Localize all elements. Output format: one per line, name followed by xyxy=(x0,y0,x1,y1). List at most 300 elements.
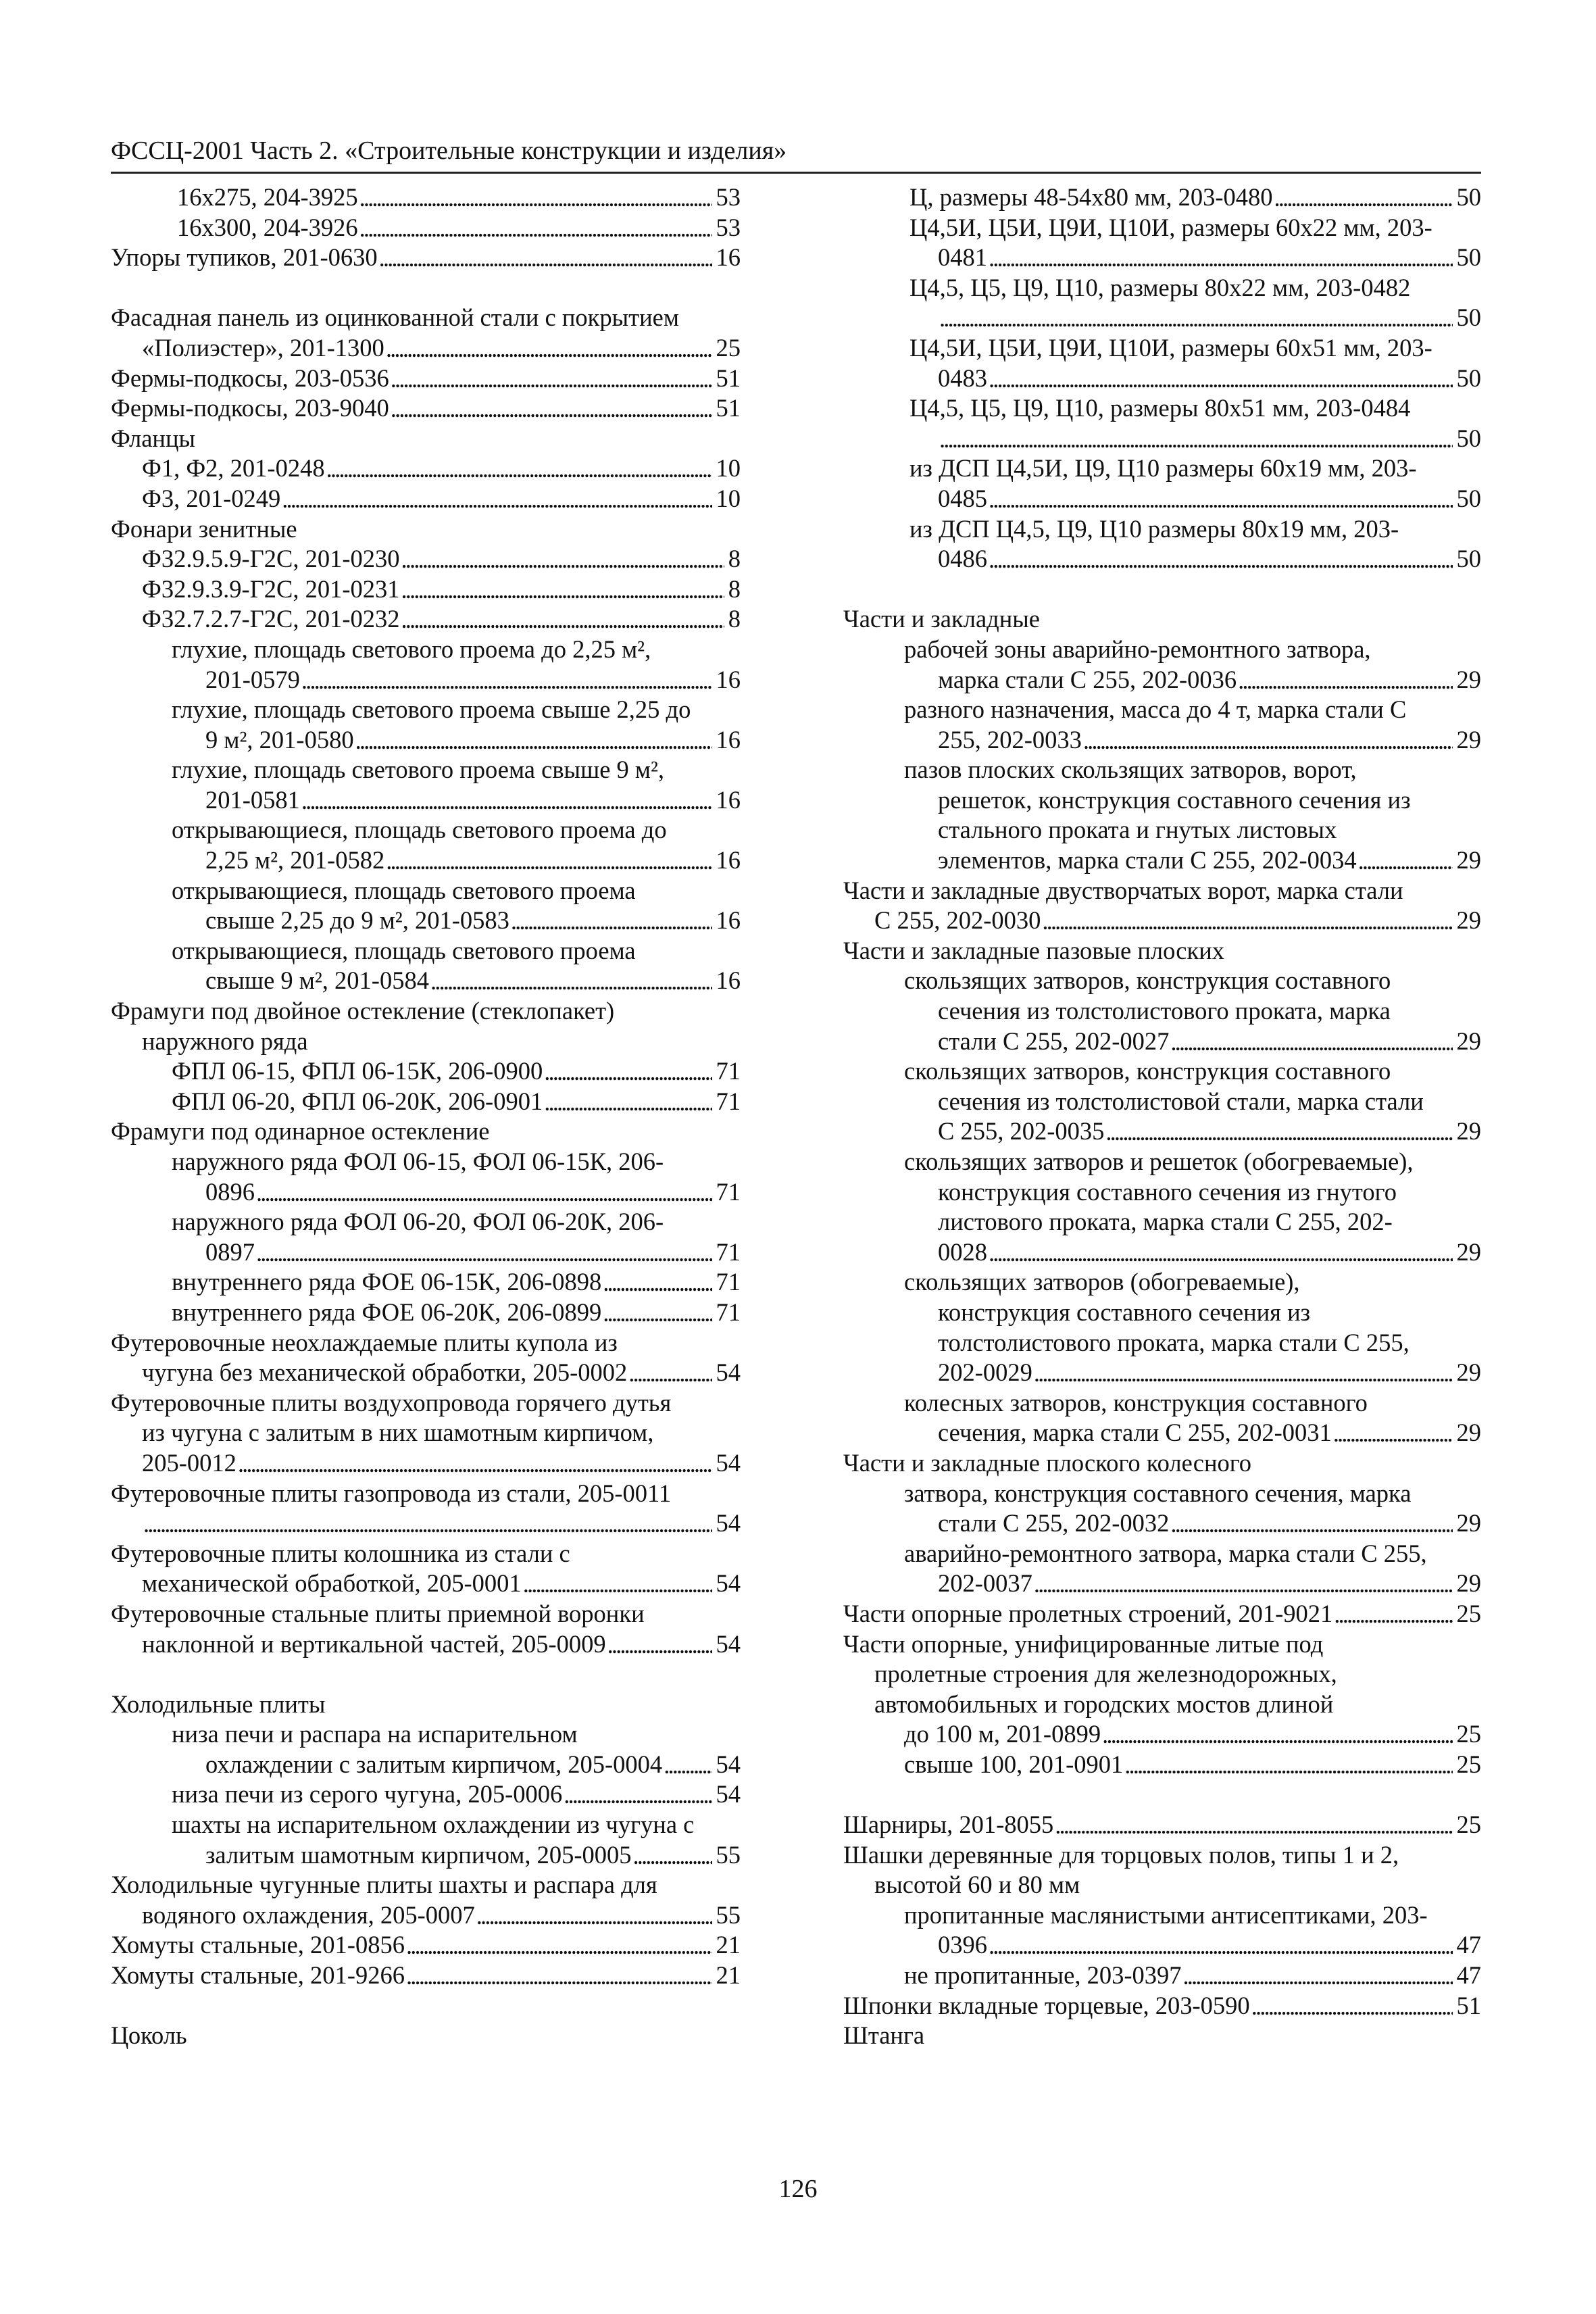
index-entry-text: сечения из толстолистового проката, марка xyxy=(938,997,1391,1025)
index-entry-line xyxy=(111,1087,741,1117)
index-page-ref: 51 xyxy=(712,364,741,394)
index-entry-line xyxy=(843,1900,1481,1931)
index-entry-line xyxy=(111,845,741,876)
index-entry-text: автомобильных и городских мостов длиной xyxy=(874,1690,1334,1718)
index-entry-line xyxy=(111,393,741,424)
index-entry-line xyxy=(843,1599,1481,1629)
index-page-ref: 54 xyxy=(712,1750,741,1780)
index-page-ref: 71 xyxy=(712,1177,741,1208)
index-entry-text: листового проката, марка стали С 255, 202- xyxy=(938,1208,1393,1236)
index-entry-line xyxy=(111,1719,741,1750)
index-entry-text: залитым шамотным кирпичом, 205-0005 . . . xyxy=(205,1841,633,1869)
index-entry-text: Холодильные чугунные плиты шахты и распара для xyxy=(111,1871,657,1899)
index-entry-text: рабочей зоны аварийно-ремонтного затвора, xyxy=(904,635,1371,663)
index-entry-line xyxy=(843,1991,1481,2021)
index-entry-line xyxy=(843,695,1481,725)
index-entry-text: аварийно-ремонтного затвора, марка стали С 255, xyxy=(904,1539,1427,1567)
index-entry-text: решеток, конструкция составного сечения из xyxy=(938,785,1411,814)
index-page-ref: 54 xyxy=(712,1358,741,1388)
index-entry-text: стали С 255, 202-0032 . . . xyxy=(938,1509,1170,1537)
index-entry-text: 2,25 м², 201-0582 . . . xyxy=(205,846,386,874)
index-entry-text: Штанга xyxy=(843,2021,925,2050)
blank-line xyxy=(843,1779,1481,1810)
index-entry-text: сечения из толстолистовой стали, марка стали xyxy=(938,1087,1424,1115)
index-page-ref: 54 xyxy=(712,1629,741,1660)
index-entry-line xyxy=(843,514,1481,545)
index-page-ref: 50 xyxy=(1453,303,1482,333)
index-entry-text: Части опорные, унифицированные литые под xyxy=(843,1629,1324,1658)
index-entry-text: Ф32.7.2.7-Г2С, 201-0232 . . . xyxy=(142,605,401,633)
index-entry-line xyxy=(111,1750,741,1780)
index-page-ref: 29 xyxy=(1453,665,1482,695)
index-entry-line xyxy=(843,996,1481,1027)
index-entry-line xyxy=(111,1840,741,1871)
index-entry-line xyxy=(111,182,741,213)
index-entry-text: стали С 255, 202-0027 . . . xyxy=(938,1027,1170,1055)
index-entry-text: сечения, марка стали С 255, 202-0031 . . . xyxy=(938,1419,1333,1446)
index-page-ref: 71 xyxy=(712,1056,741,1087)
index-entry-text: 0483 . . . xyxy=(938,364,989,392)
index-entry-line xyxy=(111,424,741,454)
index-page-ref: 16 xyxy=(712,906,741,936)
index-entry-line xyxy=(111,213,741,243)
index-entry-text: не пропитанные, 203-0397 . . . xyxy=(904,1961,1183,1989)
index-entry-text: из ДСП Ц4,5И, Ц9, Ц10 размеры 60x19 мм, 203- xyxy=(909,454,1417,483)
index-entry-line xyxy=(111,1448,741,1479)
index-entry-text: Фланцы xyxy=(111,424,196,452)
index-page-ref: 21 xyxy=(712,1930,741,1961)
index-entry-text: толстолистового проката, марка стали С 255, xyxy=(938,1328,1410,1356)
index-page-ref: 25 xyxy=(1453,1599,1482,1629)
index-entry-line xyxy=(111,243,741,273)
index-entry-text: Части и закладные xyxy=(843,605,1040,633)
index-entry-text: Футеровочные стальные плиты приемной воронки xyxy=(111,1599,645,1627)
index-entry-line xyxy=(843,1930,1481,1961)
index-entry-text: наружного ряда xyxy=(142,1027,308,1055)
index-entry-text: свыше 2,25 до 9 м², 201-0583 . . . xyxy=(205,906,511,934)
index-entry-line xyxy=(843,484,1481,514)
index-entry-text: Цоколь xyxy=(111,2021,187,2050)
index-entry-text: Шашки деревянные для торцовых полов, типы 1 и 2, xyxy=(843,1840,1399,1869)
index-entry-line xyxy=(111,936,741,966)
index-entry-text: охлаждении с залитым кирпичом, 205-0004 . . . xyxy=(205,1750,664,1778)
index-page-ref: 25 xyxy=(1453,1750,1482,1780)
index-entry-line xyxy=(111,1810,741,1840)
index-page-ref: 54 xyxy=(712,1508,741,1539)
index-entry-line xyxy=(843,1388,1481,1419)
index-entry-line xyxy=(843,604,1481,635)
index-entry-text: разного назначения, масса до 4 т, марка стали С xyxy=(904,695,1407,724)
index-page-ref: 8 xyxy=(724,574,741,605)
index-entry-line xyxy=(843,1750,1481,1780)
index-page-ref: 54 xyxy=(712,1448,741,1479)
index-entry-line xyxy=(843,1569,1481,1599)
index-entry-line xyxy=(843,936,1481,966)
index-entry-line xyxy=(843,1539,1481,1569)
index-entry-text: стального проката и гнутых листовых xyxy=(938,816,1337,844)
index-entry-text: 205-0012 . . . xyxy=(142,1449,238,1477)
index-entry-line xyxy=(111,1569,741,1599)
index-entry-line xyxy=(111,1116,741,1147)
index-entry-text: чугуна без механической обработки, 205-0002 . . . xyxy=(142,1358,628,1386)
index-column-left xyxy=(111,182,741,2051)
index-entry-line xyxy=(111,1418,741,1448)
index-entry-text: Ц4,5, Ц5, Ц9, Ц10, размеры 80x51 мм, 203-0484 xyxy=(909,394,1411,422)
index-page-ref: 25 xyxy=(1453,1810,1482,1840)
index-entry-text: Футеровочные плиты газопровода из стали, 205-0011 xyxy=(111,1479,672,1507)
index-page-ref: 29 xyxy=(1453,845,1482,876)
index-page-ref: 8 xyxy=(724,604,741,635)
index-entry-line xyxy=(111,1539,741,1569)
index-entry-text: водяного охлаждения, 205-0007 . . . xyxy=(142,1901,476,1929)
index-entry-text: Холодильные плиты xyxy=(111,1690,326,1718)
index-entry-line xyxy=(843,665,1481,695)
index-entry-line xyxy=(111,1479,741,1509)
index-entry-text: Фрамуги под двойное остекление (стеклопакет) xyxy=(111,997,615,1025)
index-entry-line xyxy=(843,725,1481,756)
index-entry-line xyxy=(843,1690,1481,1720)
index-page-ref: 16 xyxy=(712,665,741,695)
blank-line xyxy=(111,1991,741,2021)
index-page-ref: 71 xyxy=(712,1267,741,1298)
index-entry-text: Футеровочные неохлаждаемые плиты купола из xyxy=(111,1328,618,1356)
index-entry-line xyxy=(843,1810,1481,1840)
index-entry-line xyxy=(111,1027,741,1057)
index-entry-line xyxy=(843,243,1481,273)
index-entry-text: шахты на испарительном охлаждении из чугуна с xyxy=(172,1811,695,1839)
index-entry-text: 202-0029 . . . xyxy=(938,1358,1034,1386)
index-entry-text: С 255, 202-0035 . . . xyxy=(938,1117,1105,1145)
index-entry-line xyxy=(843,906,1481,936)
index-entry-text: Ц4,5, Ц5, Ц9, Ц10, размеры 80x22 мм, 203-0482 xyxy=(909,273,1411,301)
index-entry-line xyxy=(111,635,741,665)
index-entry-line xyxy=(111,1388,741,1419)
index-entry-line xyxy=(843,966,1481,996)
index-entry-line xyxy=(843,1961,1481,1991)
index-entry-text: колесных затворов, конструкция составного xyxy=(904,1388,1368,1417)
blank-line xyxy=(111,1659,741,1690)
index-page-ref: 25 xyxy=(1453,1719,1482,1750)
index-entry-line xyxy=(843,1177,1481,1208)
index-entry-text: Фрамуги под одинарное остекление xyxy=(111,1117,490,1146)
index-entry-text: глухие, площадь светового проема до 2,25 м², xyxy=(172,635,651,663)
index-column-right xyxy=(843,182,1481,2051)
index-entry-text: 0486 . . . xyxy=(938,545,989,572)
index-page-ref: 29 xyxy=(1453,1508,1482,1539)
index-entry-text: высотой 60 и 80 мм xyxy=(874,1871,1080,1899)
index-entry-line xyxy=(843,1207,1481,1237)
index-entry-line xyxy=(111,544,741,574)
index-page-ref: 71 xyxy=(712,1298,741,1328)
index-entry-line xyxy=(843,1629,1481,1660)
running-header: ФССЦ-2001 Часть 2. «Строительные конструкции и изделия» xyxy=(111,132,1481,174)
index-entry-text: пазов плоских скользящих затворов, ворот, xyxy=(904,756,1357,784)
index-entry-line xyxy=(111,695,741,725)
index-entry-line xyxy=(843,1298,1481,1328)
index-entry-text: 0485 . . . xyxy=(938,485,989,512)
index-entry-text: 202-0037 . . . xyxy=(938,1569,1034,1597)
index-page-ref: 71 xyxy=(712,1087,741,1117)
index-entry-line xyxy=(111,1779,741,1810)
index-entry-text: до 100 м, 201-0899 . . . xyxy=(904,1720,1102,1748)
index-entry-line xyxy=(843,845,1481,876)
index-entry-line xyxy=(111,1358,741,1388)
index-page-ref: 16 xyxy=(712,785,741,816)
index-entry-line xyxy=(111,1900,741,1931)
index-entry-line xyxy=(843,424,1481,454)
index-entry-line xyxy=(111,1629,741,1660)
index-entry-text: Футеровочные плиты колошника из стали с xyxy=(111,1539,570,1567)
index-entry-line xyxy=(111,1267,741,1298)
index-entry-text: Части и закладные плоского колесного xyxy=(843,1448,1252,1477)
index-entry-text: низа печи и распара на испарительном xyxy=(172,1720,578,1748)
index-entry-line xyxy=(111,1056,741,1087)
index-page-ref: 55 xyxy=(712,1840,741,1871)
index-page-ref: 50 xyxy=(1453,243,1482,273)
index-entry-text: 0028 . . . xyxy=(938,1238,989,1266)
index-entry-text: «Полиэстер», 201-1300 . . . xyxy=(142,334,386,362)
index-entry-line xyxy=(111,996,741,1027)
index-entry-text: 16x300, 204-3926 . . . xyxy=(177,214,359,241)
index-entry-line xyxy=(843,1840,1481,1871)
index-page-ref: 29 xyxy=(1453,1027,1482,1057)
index-entry-text: Части опорные пролетных строений, 201-9021 . . . xyxy=(843,1600,1334,1627)
index-entry-text: 0481 . . . xyxy=(938,243,989,271)
index-entry-line xyxy=(843,1448,1481,1479)
index-entry-line xyxy=(843,273,1481,303)
index-page-ref: 51 xyxy=(712,393,741,424)
index-page-ref: 47 xyxy=(1453,1930,1482,1961)
index-entry-line xyxy=(111,514,741,545)
index-entry-line xyxy=(843,393,1481,424)
index-page-ref: 8 xyxy=(724,544,741,574)
index-entry-line xyxy=(843,1116,1481,1147)
index-entry-line xyxy=(111,453,741,484)
index-entry-text: пролетные строения для железнодорожных, xyxy=(874,1660,1337,1688)
index-entry-text: низа печи из серого чугуна, 205-0006 . . . xyxy=(172,1780,564,1808)
index-entry-line xyxy=(111,785,741,816)
index-entry-line xyxy=(843,785,1481,816)
index-entry-line xyxy=(843,1508,1481,1539)
index-page-ref: 29 xyxy=(1453,906,1482,936)
index-page-ref: 53 xyxy=(712,213,741,243)
index-entry-line xyxy=(843,333,1481,364)
index-entry-text: наружного ряда ФОЛ 06-15, ФОЛ 06-15К, 206- xyxy=(172,1148,664,1175)
index-entry-text: механической обработкой, 205-0001 . . . xyxy=(142,1569,523,1597)
index-page-ref: 50 xyxy=(1453,424,1482,454)
index-page-ref: 29 xyxy=(1453,1569,1482,1599)
index-entry-text: марка стали С 255, 202-0036 . . . xyxy=(938,666,1238,693)
index-page-ref: 53 xyxy=(712,182,741,213)
index-entry-text: 16x275, 204-3925 . . . xyxy=(177,183,359,211)
index-entry-line xyxy=(111,1508,741,1539)
index-entry-text: 255, 202-0033 . . . xyxy=(938,726,1083,754)
index-entry-line xyxy=(843,1147,1481,1177)
index-entry-line xyxy=(111,1207,741,1237)
index-entry-line xyxy=(843,1719,1481,1750)
index-entry-text: свыше 100, 201-0901 . . . xyxy=(904,1750,1124,1778)
index-entry-line xyxy=(111,1961,741,1991)
index-entry-text: наклонной и вертикальной частей, 205-0009 . . . xyxy=(142,1630,607,1658)
index-entry-text: свыше 9 м², 201-0584 . . . xyxy=(205,966,430,994)
index-page-ref: 10 xyxy=(712,484,741,514)
index-entry-line xyxy=(111,1298,741,1328)
index-entry-line xyxy=(843,755,1481,785)
index-page-ref: 71 xyxy=(712,1237,741,1268)
index-page-ref: 16 xyxy=(712,725,741,756)
index-entry-text: Ц, размеры 48-54x80 мм, 203-0480 . . . xyxy=(909,183,1274,211)
index-entry-text: внутреннего ряда ФОЕ 06-15К, 206-0898 . . . xyxy=(172,1268,603,1296)
index-entry-text: С 255, 202-0030 . . . xyxy=(874,906,1042,934)
index-entry-text: 0396 . . . xyxy=(938,1931,989,1959)
index-entry-line xyxy=(111,725,741,756)
index-entry-text: скользящих затворов, конструкция составного xyxy=(904,966,1391,995)
index-entry-text: из чугуна с залитым в них шамотным кирпичом, xyxy=(142,1419,654,1447)
index-entry-line xyxy=(843,1267,1481,1298)
index-entry-text: Фермы-подкосы, 203-0536 . . . xyxy=(111,364,391,392)
index-entry-line xyxy=(843,213,1481,243)
index-entry-text: Ц4,5И, Ц5И, Ц9И, Ц10И, размеры 60x51 мм, 203- xyxy=(909,333,1432,362)
index-entry-text: открывающиеся, площадь светового проема xyxy=(172,936,636,964)
index-entry-text: 201-0581 . . . xyxy=(205,786,301,814)
index-entry-text xyxy=(938,303,939,331)
index-entry-text: Ф3, 201-0249 . . . xyxy=(142,485,282,512)
index-entry-line xyxy=(843,544,1481,574)
index-entry-text: конструкция составного сечения из xyxy=(938,1298,1311,1326)
index-entry-text: глухие, площадь светового проема свыше 9 м², xyxy=(172,756,665,784)
index-entry-text: 0897 . . . xyxy=(205,1238,256,1266)
index-entry-line xyxy=(843,303,1481,333)
blank-line xyxy=(111,273,741,303)
index-entry-line xyxy=(843,1659,1481,1690)
index-page-ref: 21 xyxy=(712,1961,741,1991)
index-entry-text: глухие, площадь светового проема свыше 2,25 до xyxy=(172,695,691,724)
index-entry-line xyxy=(843,876,1481,906)
index-entry-text: Фасадная панель из оцинкованной стали с покрытием xyxy=(111,303,679,332)
index-page-ref: 55 xyxy=(712,1900,741,1931)
index-entry-line xyxy=(111,906,741,936)
index-entry-line xyxy=(111,484,741,514)
index-page-ref: 54 xyxy=(712,1779,741,1810)
index-entry-text: ФПЛ 06-15, ФПЛ 06-15К, 206-0900 . . . xyxy=(172,1057,544,1085)
index-entry-text: Ф32.9.5.9-Г2С, 201-0230 . . . xyxy=(142,545,401,572)
index-entry-line xyxy=(843,1418,1481,1448)
index-page-ref: 29 xyxy=(1453,1358,1482,1388)
index-entry-text: элементов, марка стали С 255, 202-0034 . . . xyxy=(938,846,1358,874)
index-entry-text xyxy=(142,1509,143,1537)
index-entry-line xyxy=(111,1328,741,1358)
index-entry-line xyxy=(111,333,741,364)
index-page-ref: 50 xyxy=(1453,182,1482,213)
index-entry-line xyxy=(111,1870,741,1900)
index-entry-text: Ц4,5И, Ц5И, Ц9И, Ц10И, размеры 60x22 мм, 203- xyxy=(909,213,1432,241)
index-page-ref: 29 xyxy=(1453,1418,1482,1448)
index-entry-line xyxy=(843,1358,1481,1388)
index-entry-line xyxy=(111,1599,741,1629)
index-entry-text: скользящих затворов (обогреваемые), xyxy=(904,1268,1300,1296)
page-number: 126 xyxy=(778,2175,818,2203)
index-entry-text: внутреннего ряда ФОЕ 06-20К, 206-0899 . . . xyxy=(172,1298,603,1326)
index-entry-line xyxy=(111,876,741,906)
index-entry-text: ФПЛ 06-20, ФПЛ 06-20К, 206-0901 . . . xyxy=(172,1087,544,1115)
index-entry-line xyxy=(111,1930,741,1961)
index-entry-line xyxy=(843,364,1481,394)
index-entry-text: скользящих затворов, конструкция составного xyxy=(904,1057,1391,1085)
index-entry-text: 0896 . . . xyxy=(205,1178,256,1206)
index-entry-text: скользящих затворов и решеток (обогреваемые), xyxy=(904,1148,1414,1175)
index-entry-line xyxy=(111,755,741,785)
index-entry-text: Части и закладные двустворчатых ворот, марка стали xyxy=(843,876,1403,904)
index-entry-text: Фонари зенитные xyxy=(111,514,297,543)
index-entry-line xyxy=(843,635,1481,665)
index-entry-text: Фермы-подкосы, 203-9040 . . . xyxy=(111,394,391,422)
index-entry-line xyxy=(843,1870,1481,1900)
index-entry-line xyxy=(111,665,741,695)
index-entry-line xyxy=(111,604,741,635)
index-page-ref: 51 xyxy=(1453,1991,1482,2021)
index-page-ref: 50 xyxy=(1453,364,1482,394)
index-entry-line xyxy=(843,815,1481,845)
index-page-ref: 10 xyxy=(712,453,741,484)
index-page-ref: 47 xyxy=(1453,1961,1482,1991)
index-entry-text: открывающиеся, площадь светового проема xyxy=(172,876,636,904)
index-entry-line xyxy=(843,1479,1481,1509)
index-page-ref: 29 xyxy=(1453,1237,1482,1268)
index-page-ref: 54 xyxy=(712,1569,741,1599)
index-entry-text xyxy=(938,424,939,452)
index-page-ref: 50 xyxy=(1453,544,1482,574)
index-entry-line xyxy=(843,1328,1481,1358)
index-entry-text: Шарниры, 201-8055 . . . xyxy=(843,1811,1055,1838)
index-entry-text: 201-0579 . . . xyxy=(205,666,301,693)
index-entry-line xyxy=(843,1237,1481,1268)
index-entry-text: конструкция составного сечения из гнутого xyxy=(938,1177,1397,1206)
index-entry-line xyxy=(843,1027,1481,1057)
index-entry-text: Упоры тупиков, 201-0630 . . . xyxy=(111,243,379,271)
index-entry-line xyxy=(843,1056,1481,1087)
index-entry-text: 9 м², 201-0580 . . . xyxy=(205,726,355,754)
index-entry-text: открывающиеся, площадь светового проема до xyxy=(172,816,667,844)
index-entry-text: наружного ряда ФОЛ 06-20, ФОЛ 06-20К, 206- xyxy=(172,1208,664,1236)
index-entry-line xyxy=(111,1177,741,1208)
index-page-ref: 50 xyxy=(1453,484,1482,514)
index-entry-line xyxy=(843,182,1481,213)
index-entry-line xyxy=(111,1237,741,1268)
index-entry-text: Шпонки вкладные торцевые, 203-0590 . . . xyxy=(843,1992,1251,2019)
index-entry-text: из ДСП Ц4,5, Ц9, Ц10 размеры 80x19 мм, 203- xyxy=(909,514,1399,543)
index-entry-text: Ф32.9.3.9-Г2С, 201-0231 . . . xyxy=(142,575,401,603)
index-entry-line xyxy=(843,1087,1481,1117)
index-page-ref: 29 xyxy=(1453,1116,1482,1147)
index-entry-line xyxy=(111,1690,741,1720)
index-entry-line xyxy=(111,2021,741,2051)
index-page-ref: 16 xyxy=(712,845,741,876)
index-entry-text: Футеровочные плиты воздухопровода горячего дутья xyxy=(111,1388,672,1417)
index-entry-text: Ф1, Ф2, 201-0248 . . . xyxy=(142,454,326,482)
index-entry-line xyxy=(111,303,741,333)
index-entry-text: Хомуты стальные, 201-9266 . . . xyxy=(111,1961,406,1989)
index-entry-line xyxy=(111,815,741,845)
index-entry-line xyxy=(111,364,741,394)
index-entry-line xyxy=(111,574,741,605)
index-entry-line xyxy=(111,966,741,996)
index-entry-line xyxy=(843,453,1481,484)
index-entry-text: затвора, конструкция составного сечения, марка xyxy=(904,1479,1412,1507)
index-page-ref: 16 xyxy=(712,966,741,996)
index-entry-text: Хомуты стальные, 201-0856 . . . xyxy=(111,1931,406,1959)
index-page-ref: 29 xyxy=(1453,725,1482,756)
index-entry-text: пропитанные маслянистыми антисептиками, 203- xyxy=(904,1900,1428,1929)
